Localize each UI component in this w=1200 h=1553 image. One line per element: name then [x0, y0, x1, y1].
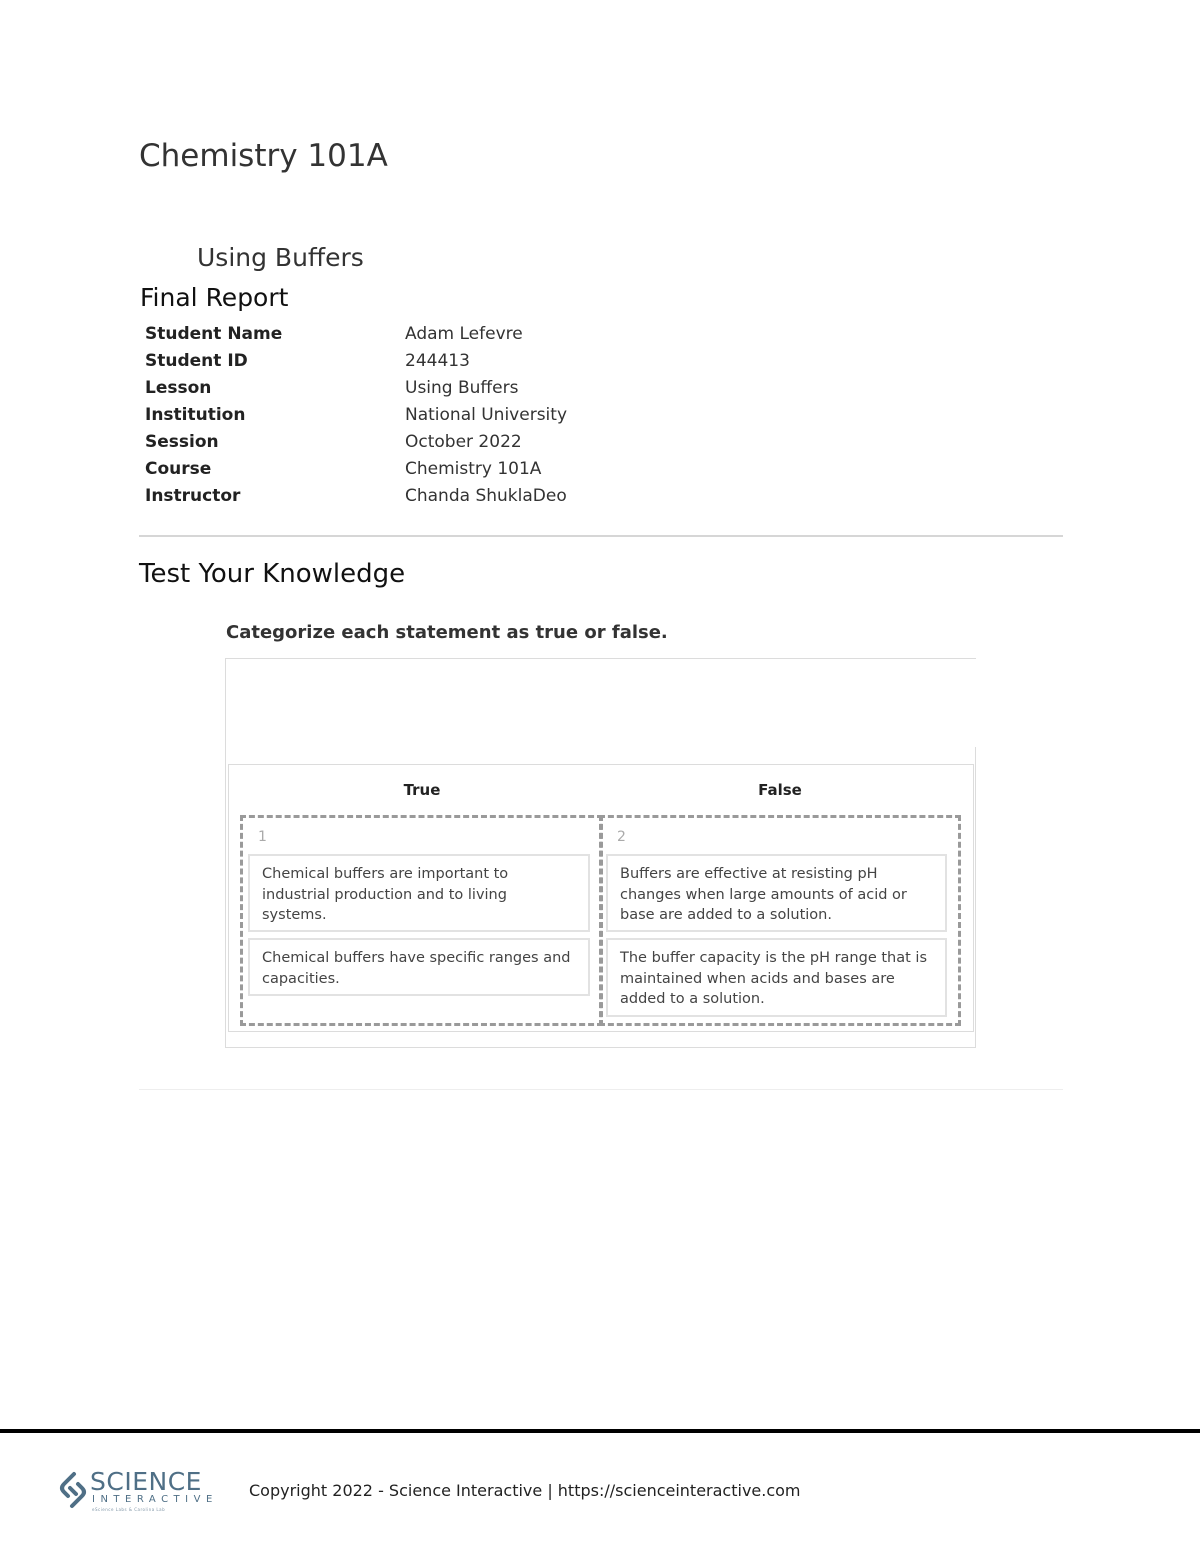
- footer-copyright: Copyright 2022 - Science Interactive | https://scienceinteractive.com: [249, 1481, 801, 1500]
- logo-wordmark: SCIENCE: [90, 1467, 202, 1496]
- activity-instructions: Categorize each statement as true or false.: [226, 622, 668, 643]
- info-label: Session: [145, 431, 219, 452]
- footer-rule: [0, 1429, 1200, 1433]
- column-header-false: False: [758, 781, 802, 799]
- statement-card[interactable]: Buffers are effective at resisting pH changes when large amounts of acid or base are added to a solution.: [606, 854, 947, 932]
- statement-card[interactable]: Chemical buffers have specific ranges and capacities.: [248, 938, 590, 996]
- column-header-true: True: [403, 781, 441, 799]
- dropzone-number: 1: [258, 829, 267, 845]
- info-value: Chanda ShuklaDeo: [405, 485, 567, 506]
- info-value: Adam Lefevre: [405, 323, 523, 344]
- info-row-institution: [145, 401, 745, 428]
- activity-container-edge: [975, 747, 976, 1047]
- info-row-lesson: [145, 374, 745, 401]
- info-value: October 2022: [405, 431, 522, 452]
- info-row-student-id: [145, 347, 745, 374]
- statement-card[interactable]: The buffer capacity is the pH range that is maintained when acids and bases are added to a solution.: [606, 938, 947, 1017]
- logo-tagline: eScience Labs & Carolina Lab: [92, 1507, 166, 1512]
- info-row-student-name: [145, 320, 745, 347]
- info-row-course: [145, 455, 745, 482]
- lesson-heading: Using Buffers: [197, 243, 364, 272]
- info-label: Institution: [145, 404, 246, 425]
- info-label: Instructor: [145, 485, 241, 506]
- section-divider-bottom: [139, 1089, 1063, 1090]
- course-title: Chemistry 101A: [139, 138, 388, 174]
- info-value: National University: [405, 404, 567, 425]
- info-value: 244413: [405, 350, 470, 371]
- info-row-instructor: [145, 482, 745, 509]
- info-value: Chemistry 101A: [405, 458, 542, 479]
- info-value: Using Buffers: [405, 377, 519, 398]
- info-label: Course: [145, 458, 212, 479]
- report-heading: Final Report: [140, 283, 289, 312]
- info-label: Student Name: [145, 323, 283, 344]
- statement-card[interactable]: Chemical buffers are important to industrial production and to living systems.: [248, 854, 590, 932]
- info-label: Student ID: [145, 350, 248, 371]
- info-label: Lesson: [145, 377, 212, 398]
- student-info-table: [145, 320, 745, 509]
- chain-link-icon: [58, 1470, 88, 1510]
- logo-subtitle: INTERACTIVE: [92, 1494, 218, 1505]
- info-row-session: [145, 428, 745, 455]
- section-divider: [139, 535, 1063, 537]
- science-interactive-logo: [58, 1468, 218, 1516]
- dropzone-number: 2: [617, 829, 626, 845]
- section-heading: Test Your Knowledge: [139, 559, 406, 589]
